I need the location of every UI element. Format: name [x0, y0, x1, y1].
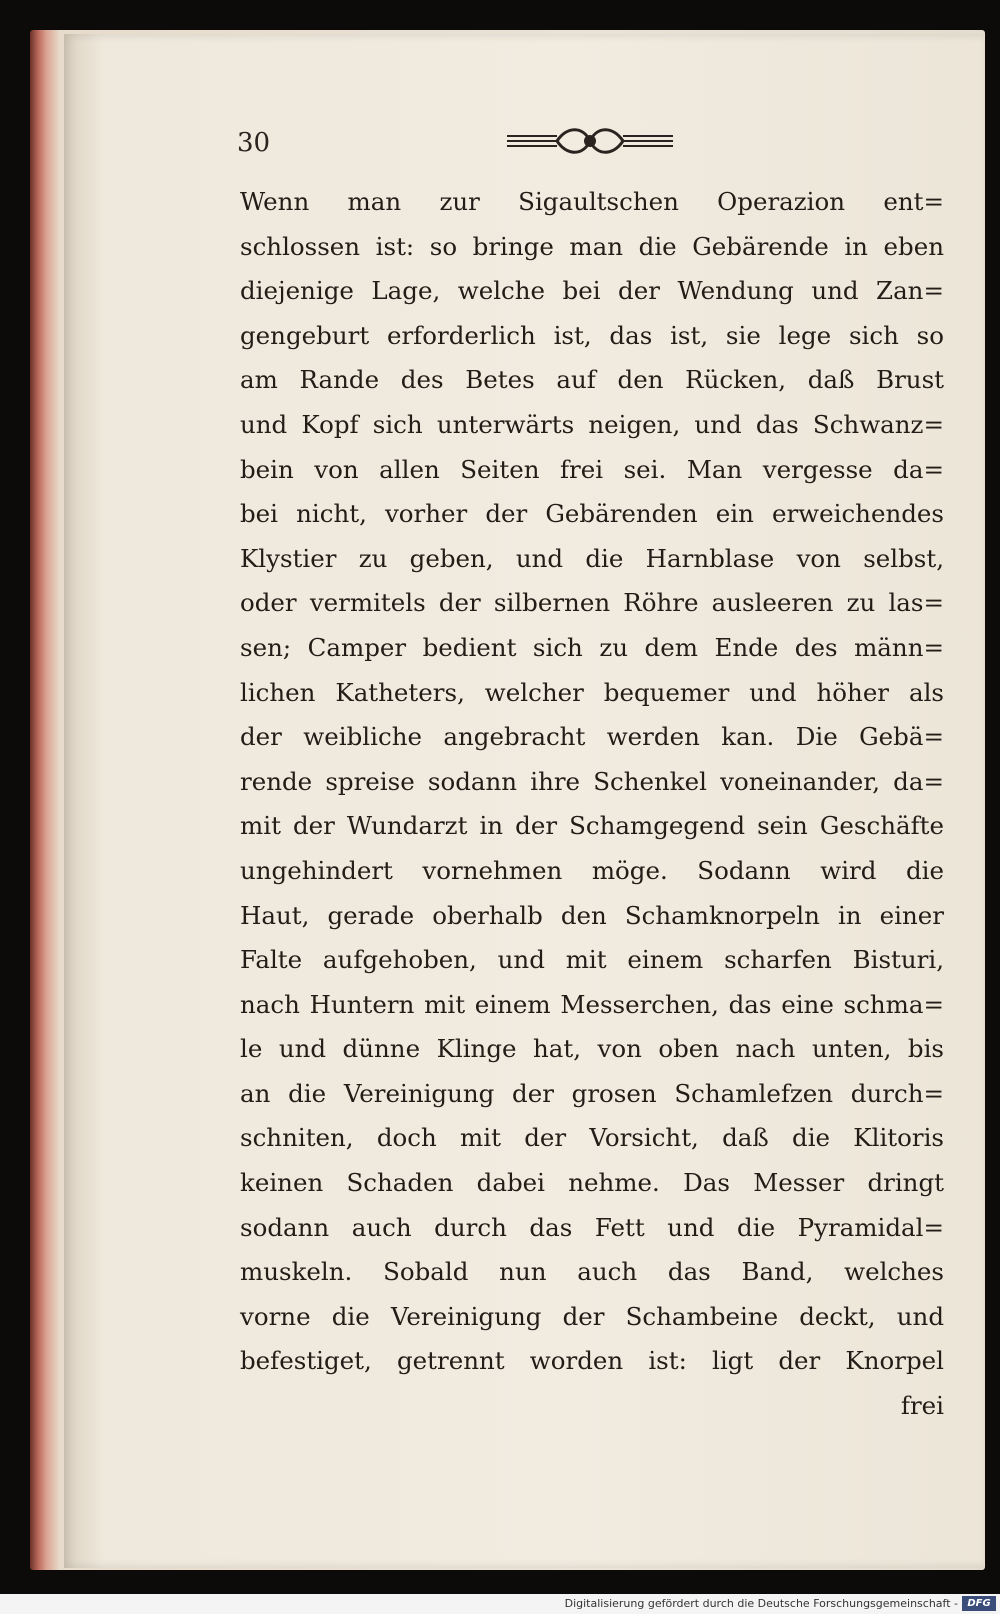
text-line: nach Huntern mit einem Messerchen, das eine schma=: [240, 989, 944, 1019]
text-line: le und dünne Klinge hat, von oben nach unten, bis: [240, 1034, 944, 1064]
text-line: Wenn man zur Sigaultschen Operazion ent=: [240, 187, 944, 216]
text-line: rende spreise sodann ihre Schenkel voneinander, da=: [240, 766, 944, 796]
decorative-knot-ornament-icon: [505, 124, 675, 160]
text-line: und Kopf sich unterwärts neigen, und das Schwanz=: [240, 409, 944, 439]
text-line: keinen Schaden dabei nehme. Das Messer dringt: [240, 1168, 944, 1198]
text-line: diejenige Lage, welche bei der Wendung und Zan=: [240, 276, 944, 306]
text-line: bein von allen Seiten frei sei. Man vergesse da=: [240, 454, 944, 484]
text-line: der weibliche angebracht werden kan. Die Gebä=: [240, 722, 944, 752]
text-line: schlossen ist: so bringe man die Gebärende in eben: [240, 231, 944, 261]
text-line: vorne die Vereinigung der Schambeine deckt, und: [240, 1301, 944, 1331]
text-line: mit der Wundarzt in der Schamgegend sein Geschäfte: [240, 811, 944, 841]
text-line: befestiget, getrennt worden ist: ligt der Knorpel: [240, 1346, 944, 1376]
text-line: Klystier zu geben, und die Harnblase von selbst,: [240, 543, 944, 573]
text-line: sodann auch durch das Fett und die Pyramidal=: [240, 1212, 944, 1242]
text-line: oder vermitels der silbernen Röhre ausleeren zu las=: [240, 588, 944, 618]
text-line: am Rande des Betes auf den Rücken, daß Brust: [240, 365, 944, 395]
text-line: an die Vereinigung der grosen Schamlefzen durch=: [240, 1078, 944, 1108]
text-line: sen; Camper bedient sich zu dem Ende des männ=: [240, 632, 944, 662]
body-text: [240, 180, 944, 1429]
footer-bar: [0, 1594, 1000, 1614]
text-line: Haut, gerade oberhalb den Schamknorpeln in einer: [240, 900, 944, 930]
text-line: ungehindert vornehmen möge. Sodann wird die: [240, 855, 944, 885]
text-line: frei: [900, 1391, 944, 1421]
text-line: muskeln. Sobald nun auch das Band, welches: [240, 1257, 944, 1287]
text-line: bei nicht, vorher der Gebärenden ein erweichendes: [240, 499, 944, 529]
text-line: gengeburt erforderlich ist, das ist, sie lege sich so: [240, 320, 944, 350]
text-line: Falte aufgehoben, und mit einem scharfen Bisturi,: [240, 945, 944, 975]
text-line: lichen Katheters, welcher bequemer und höher als: [240, 677, 944, 707]
page-number: 30: [237, 128, 271, 158]
dfg-logo: DFG: [962, 1596, 996, 1611]
text-line: schniten, doch mit der Vorsicht, daß die Klitoris: [240, 1123, 944, 1153]
footer-credit: Digitalisierung gefördert durch die Deutsche Forschungsgemeinschaft -: [564, 1597, 958, 1610]
